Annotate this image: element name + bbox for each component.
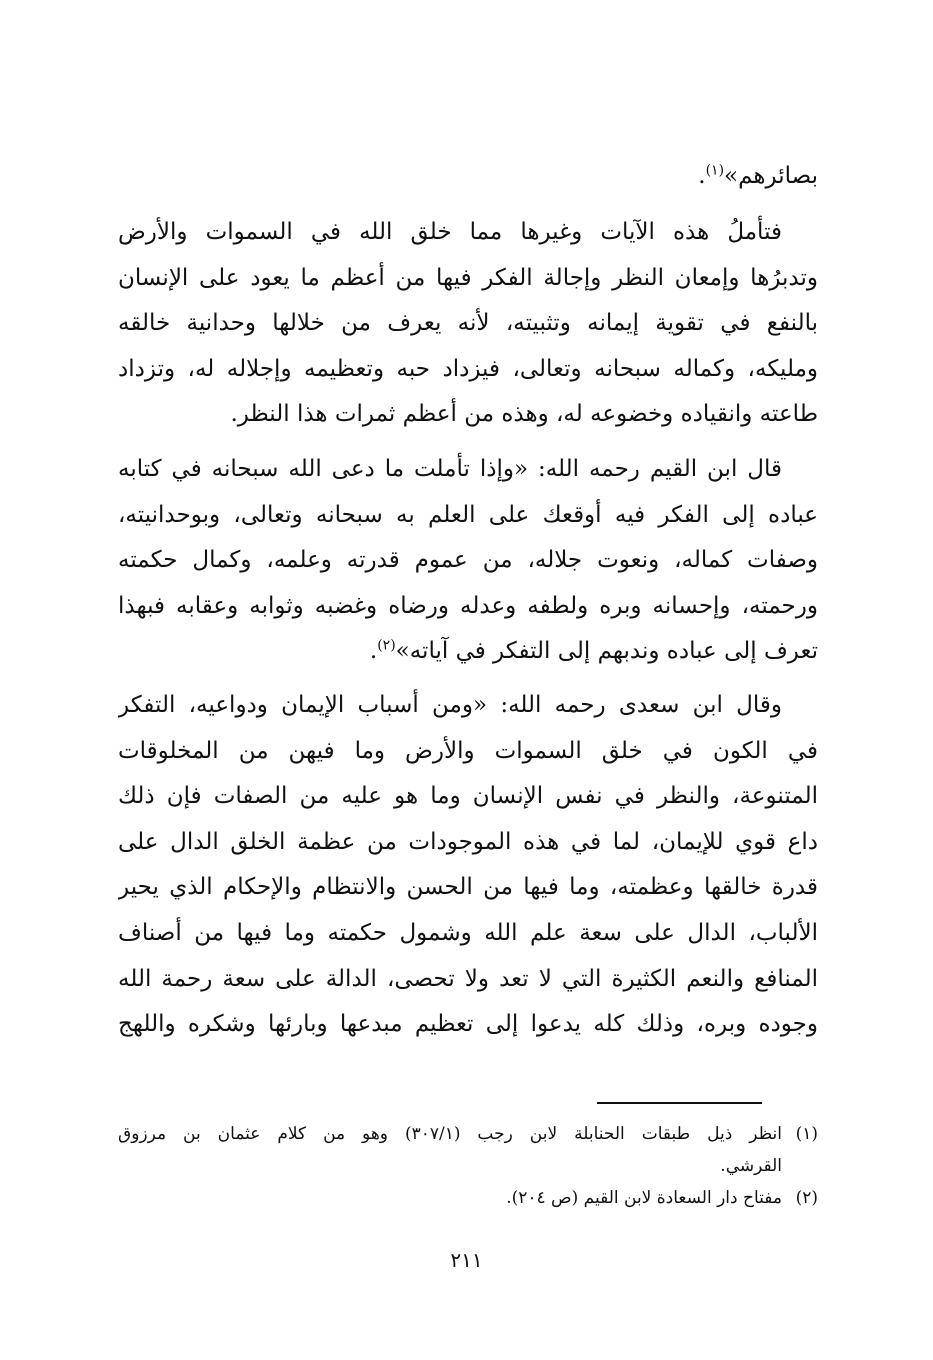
paragraph-line: في الكون في خلق السموات والأرض وما فيهن من المخلوقات [118,737,818,764]
paragraph-line: عباده إلى الفكر فيه أوقعك على العلم به سبحانه وتعالى، وبوحدانيته، [118,501,818,528]
paragraph-line: داع قوي للإيمان، لما في هذه الموجودات من عظمة الخلق الدال على [118,828,818,855]
opening-line [118,154,818,200]
paragraph-line: المتنوعة، والنظر في نفس الإنسان وما هو عليه من الصفات فإن ذلك [118,783,818,810]
paragraph-line: ومليكه، وكماله سبحانه وتعالى، فيزداد حبه وتعظيمه وإجلاله له، وتزداد [118,355,818,382]
footnote-divider [597,1102,762,1104]
footnote-2 [118,1182,818,1214]
footnote-line: القرشي. [720,1156,782,1176]
paragraph-2 [118,447,818,675]
paragraph-line: قدرة خالقها وعظمته، وما فيها من الحسن والانتظام والإحكام الذي يحير [118,874,818,901]
paragraph-last-line [118,629,818,675]
paragraph-line: الألباب، الدال على سعة علم الله وشمول حكمته وما فيها من أصناف [118,919,818,946]
paragraph-line: طاعته وانقياده وخضوعه له، وهذه من أعظم ثمرات هذا النظر. [230,401,818,428]
paragraph-line: قال ابن القيم رحمه الله: «وإذا تأملت ما دعى الله سبحانه في كتابه [118,456,782,482]
opening-text-line [118,154,818,200]
opening-text: بصائرهم» [724,163,818,189]
opening-end: . [698,163,706,189]
paragraph-line: ورحمته، وإحسانه وبره ولطفه وعدله ورضاه وغضبه وثوابه وعقابه فبهذا [118,592,818,619]
paragraph-1 [118,210,818,438]
footnote-ref-2: (٢) [377,637,396,654]
paragraph-line: وجوده وبره، وذلك كله يدعوا إلى تعظيم مبدعها وبارئها وشكره واللهج [118,1011,818,1038]
paragraph-line: وصفات كماله، ونعوت جلاله، من عموم قدرته وعلمه، وكمال حكمته [118,547,818,574]
paragraph-line: فتأملُ هذه الآيات وغيرها مما خلق الله في السموات والأرض [118,219,782,245]
footnote-ref-1: (١) [705,162,725,179]
footnotes [118,1118,818,1214]
paragraph-line: وقال ابن سعدى رحمه الله: «ومن أسباب الإيمان ودواعيه، التفكر [118,692,782,718]
footnote-line: مفتاح دار السعادة لابن القيم (ص ٢٠٤). [506,1188,782,1208]
page-number: ٢١١ [450,1248,483,1272]
footnote-1 [118,1118,818,1182]
footnote-number: (١) [795,1124,818,1144]
paragraph-line: بالنفع في تقوية إيمانه وتثبيته، لأنه يعرف من خلالها وحدانية خالقه [118,310,818,337]
paragraph-line: المنافع والنعم الكثيرة التي لا تعد ولا تحصى، الدالة على سعة رحمة الله [118,965,818,992]
paragraph-3 [118,683,818,1048]
footnote-line: انظر ذيل طبقات الحنابلة لابن رجب (٣٠٧/١) وهو من كلام عثمان بن مرزوق [118,1124,782,1144]
footnote-number: (٢) [795,1188,818,1208]
paragraph-2-end: . [369,638,378,665]
paragraph-2-last-text: تعرف إلى عباده وندبهم إلى التفكر في آياته» [395,638,818,665]
paragraph-line: وتدبرُها وإمعان النظر وإجالة الفكر فيها من أعظم ما يعود على الإنسان [118,264,818,291]
